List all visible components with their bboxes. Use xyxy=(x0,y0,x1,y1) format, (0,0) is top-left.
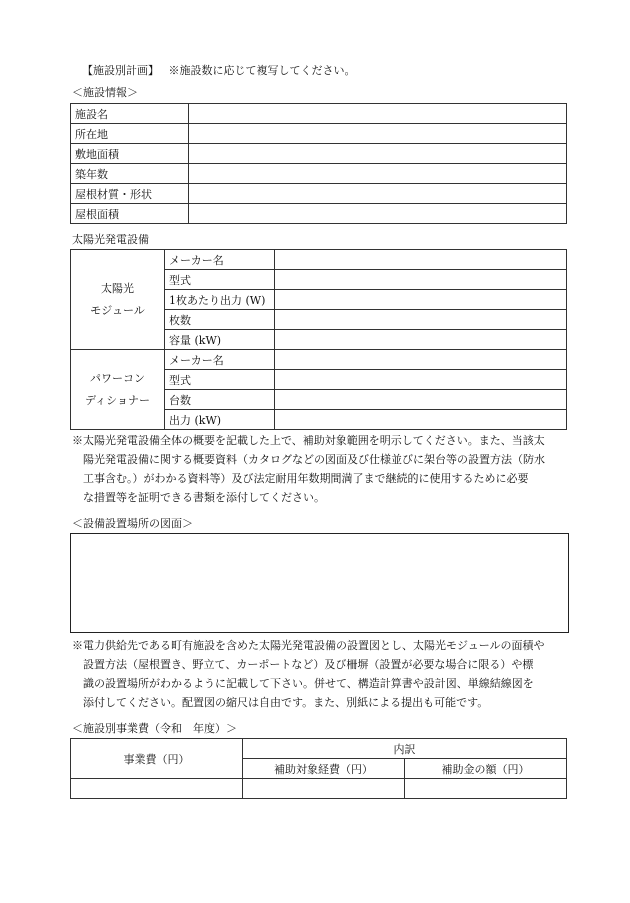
facility-info-label: ＜施設情報＞ xyxy=(72,86,138,99)
drawing-note xyxy=(72,636,572,712)
drawing-label: ＜設備設置場所の図面＞ xyxy=(72,517,193,530)
note-line: ※電力供給先である町有施設を含めた太陽光発電設備の設置図とし、太陽光モジュールの面積や xyxy=(72,639,545,652)
solar-equipment-table xyxy=(70,249,567,430)
module-group-label-2: モジュール xyxy=(90,303,145,317)
row-label: 出力 (kW) xyxy=(165,410,275,430)
note-line: 添付してください。配置図の縮尺は自由です。また、別紙による提出も可能です。 xyxy=(83,696,489,709)
table-row xyxy=(71,204,567,224)
copy-note: ※施設数に応じて複写してください。 xyxy=(168,64,356,77)
table-row xyxy=(71,350,567,370)
row-label: 1枚あたり出力 (W) xyxy=(165,290,275,310)
note-line: 陽光発電設備に関する概要資料（カタログなどの図面及び仕様並びに架台等の設置方法（防水 xyxy=(83,453,545,466)
section-title: 【施設別計画】 xyxy=(82,64,159,77)
cost-label: ＜施設別事業費（令和 年度）＞ xyxy=(72,722,237,735)
row-label: 枚数 xyxy=(165,310,275,330)
grant-value-cell[interactable] xyxy=(405,779,567,799)
pcs-group-label-1: パワーコン xyxy=(90,371,145,385)
facility-info-table xyxy=(70,103,567,224)
note-line: 設置方法（屋根置き、野立て、カーポートなど）及び柵塀（設置が必要な場合に限る）や標 xyxy=(83,658,534,671)
pcs-group-cell xyxy=(71,350,165,430)
row-label: 屋根面積 xyxy=(71,204,189,224)
value-cell[interactable] xyxy=(189,104,567,124)
row-label: 施設名 xyxy=(71,104,189,124)
col-grant-header: 補助金の額（円） xyxy=(405,759,567,779)
row-label: 型式 xyxy=(165,370,275,390)
module-group-label-1: 太陽光 xyxy=(101,281,134,295)
drawing-area[interactable] xyxy=(70,533,569,633)
value-cell[interactable] xyxy=(189,184,567,204)
eligible-value-cell[interactable] xyxy=(243,779,405,799)
value-cell[interactable] xyxy=(189,164,567,184)
value-cell[interactable] xyxy=(275,330,567,350)
table-row xyxy=(71,144,567,164)
row-label: 台数 xyxy=(165,390,275,410)
table-row xyxy=(71,164,567,184)
note-line: ※太陽光発電設備全体の概要を記載した上で、補助対象範囲を明示してください。また、当該太 xyxy=(72,434,545,447)
value-cell[interactable] xyxy=(275,350,567,370)
note-line: な措置等を証明できる書類を添付してください。 xyxy=(83,491,325,504)
row-label: メーカー名 xyxy=(165,350,275,370)
solar-note xyxy=(72,431,572,507)
value-cell[interactable] xyxy=(275,310,567,330)
row-label: 所在地 xyxy=(71,124,189,144)
col-eligible-header: 補助対象経費（円） xyxy=(243,759,405,779)
solar-label: 太陽光発電設備 xyxy=(72,233,149,246)
table-row xyxy=(71,779,567,799)
table-row xyxy=(71,124,567,144)
module-group-cell xyxy=(71,250,165,350)
pcs-group-label-2: ディショナー xyxy=(85,393,150,407)
table-row xyxy=(71,739,567,759)
row-label: 敷地面積 xyxy=(71,144,189,164)
value-cell[interactable] xyxy=(275,410,567,430)
table-row xyxy=(71,250,567,270)
table-row xyxy=(71,104,567,124)
value-cell[interactable] xyxy=(275,250,567,270)
total-value-cell[interactable] xyxy=(71,779,243,799)
value-cell[interactable] xyxy=(275,370,567,390)
value-cell[interactable] xyxy=(189,204,567,224)
value-cell[interactable] xyxy=(275,390,567,410)
note-line: 識の設置場所がわかるように記載して下さい。併せて、構造計算書や設計図、単線結線図を xyxy=(83,677,534,690)
table-row xyxy=(71,184,567,204)
row-label: 屋根材質・形状 xyxy=(71,184,189,204)
col-total-header: 事業費（円） xyxy=(71,739,243,779)
value-cell[interactable] xyxy=(275,290,567,310)
note-line: 工事含む。）がわかる資料等）及び法定耐用年数期間満了まで継続的に使用するために必要 xyxy=(83,472,529,485)
row-label: メーカー名 xyxy=(165,250,275,270)
row-label: 容量 (kW) xyxy=(165,330,275,350)
col-breakdown-header: 内訳 xyxy=(243,739,567,759)
cost-table xyxy=(70,738,567,799)
value-cell[interactable] xyxy=(275,270,567,290)
value-cell[interactable] xyxy=(189,144,567,164)
row-label: 型式 xyxy=(165,270,275,290)
section-heading xyxy=(82,62,356,78)
row-label: 築年数 xyxy=(71,164,189,184)
value-cell[interactable] xyxy=(189,124,567,144)
